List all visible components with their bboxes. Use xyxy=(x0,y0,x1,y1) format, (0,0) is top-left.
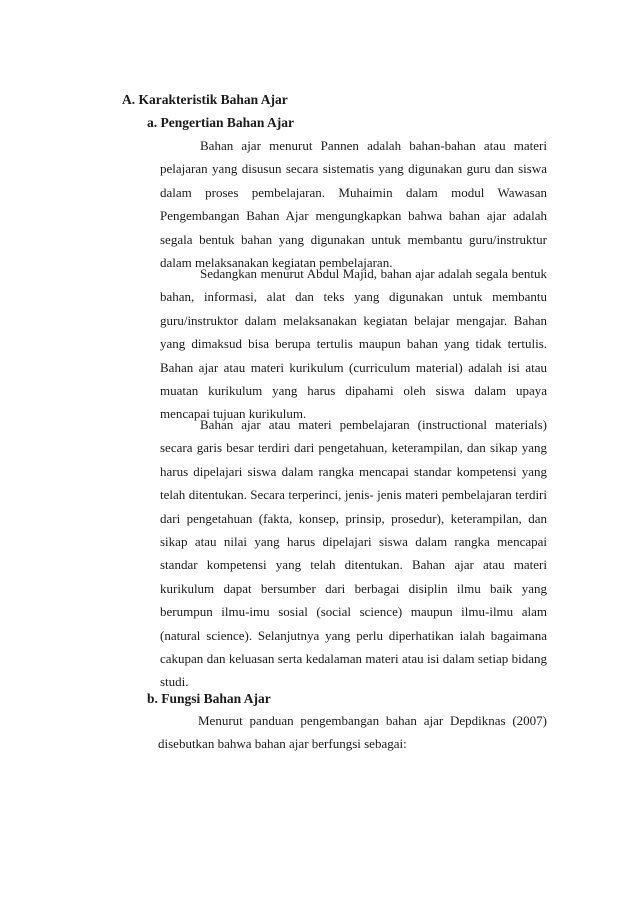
paragraph-abdul-majid: Sedangkan menurut Abdul Majid, bahan ajar adalah segala bentuk bahan, informasi, alat dan teks yang digunakan untuk membantu guru/instruktor dalam melaksanakan kegiatan belajar mengajar. Bahan yang dimaksud bisa berupa tertulis maupun bahan yang tidak tertulis. Bahan ajar atau materi kurikulum (curriculum material) adalah isi atau muatan kurikulum yang harus dipahami oleh siswa dalam upaya mencapai tujuan kurikulum. xyxy=(160,266,547,422)
paragraph-pannen: Bahan ajar menurut Pannen adalah bahan-bahan atau materi pelajaran yang disusun secara sistematis yang digunakan guru dan siswa dalam proses pembelajaran. Muhaimin dalam modul Wawasan Pengembangan Bahan Ajar mengungkapkan bahwa bahan ajar adalah segala bentuk bahan yang digunakan untuk membantu guru/instruktur dalam melaksanakan kegiatan pembelajaran. xyxy=(160,138,547,271)
paragraph-depdiknas: Menurut panduan pengembangan bahan ajar Depdiknas (2007) disebutkan bahwa bahan ajar berfungsi sebagai: xyxy=(158,713,547,752)
section-heading-karakteristik: A. Karakteristik Bahan Ajar xyxy=(122,92,288,107)
subsection-heading-fungsi: b. Fungsi Bahan Ajar xyxy=(147,691,271,706)
paragraph-instructional-materials: Bahan ajar atau materi pembelajaran (instructional materials) secara garis besar terdiri dari pengetahuan, keterampilan, dan sikap yang harus dipelajari siswa dalam rangka mencapai standar kompetensi yang telah ditentukan. Secara terperinci, jenis- jenis materi pembelajaran terdiri dari pengetahuan (fakta, konsep, prinsip, prosedur), keterampilan, dan sikap atau nilai yang harus dipelajari siswa dalam rangka mencapai standar kompetensi yang telah ditentukan. Bahan ajar atau materi kurikulum dapat bersumber dari berbagai disiplin ilmu baik yang berumpun ilmu-imu sosial (social science) maupun ilmu-ilmu alam (natural science). Selanjutnya yang perlu diperhatikan ialah bagaimana cakupan dan keluasan serta kedalaman materi atau isi dalam setiap bidang studi. xyxy=(160,417,547,690)
subsection-heading-pengertian: a. Pengertian Bahan Ajar xyxy=(147,115,294,130)
